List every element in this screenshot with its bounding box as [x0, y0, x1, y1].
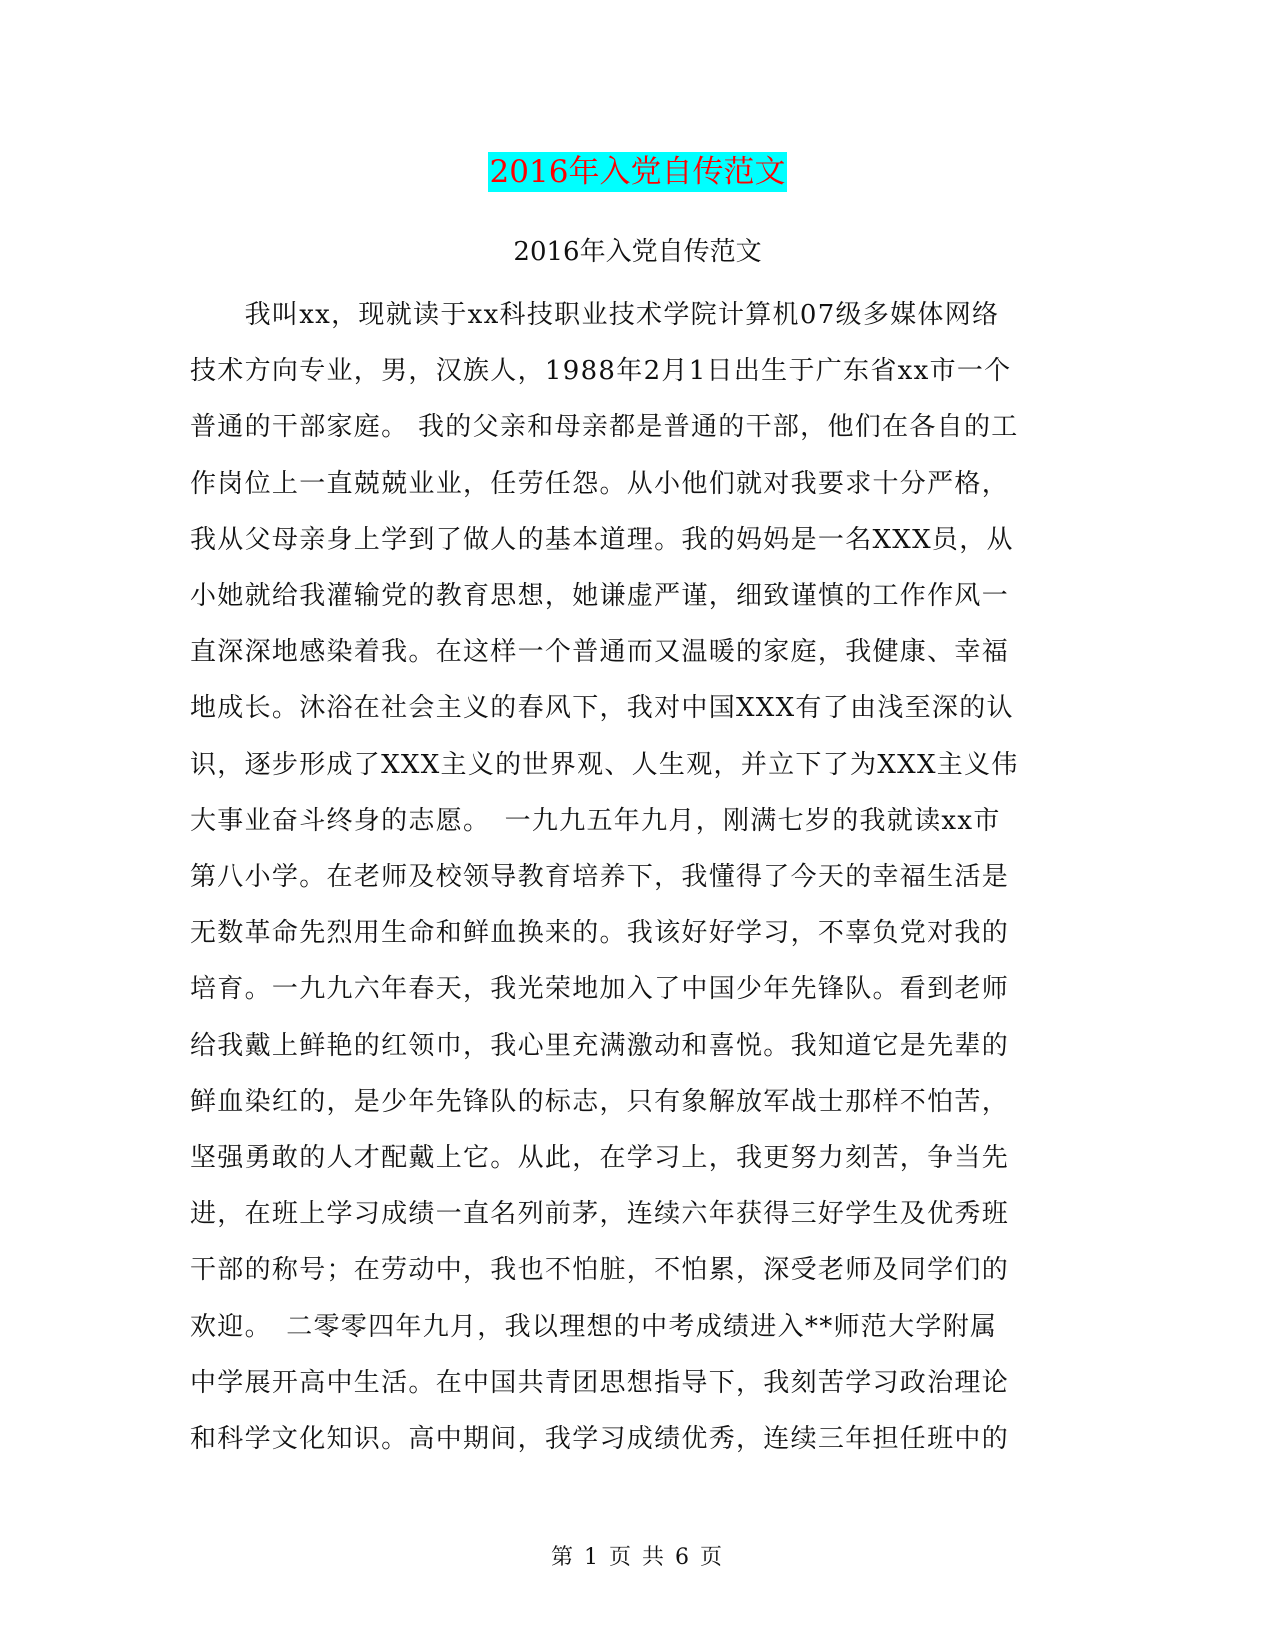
body-line: 作岗位上一直兢兢业业，任劳任怨。从小他们就对我要求十分严格， — [190, 468, 1010, 499]
body-line: 我从父母亲身上学到了做人的基本道理。我的妈妈是一名XXX员，从 — [190, 524, 1014, 555]
page-number-footer: 第 1 页 共 6 页 — [551, 1545, 724, 1570]
body-line: 进，在班上学习成绩一直名列前茅，连续六年获得三好学生及优秀班 — [190, 1199, 1010, 1230]
body-line: 培育。一九九六年春天，我光荣地加入了中国少年先锋队。看到老师 — [190, 974, 1010, 1005]
body-line: 小她就给我灌输党的教育思想，她谦虚严谨，细致谨慎的工作作风一 — [190, 581, 1010, 612]
body-line: 无数革命先烈用生命和鲜血换来的。我该好好学习，不辜负党对我的 — [190, 918, 1010, 949]
body-line: 坚强勇敢的人才配戴上它。从此，在学习上，我更努力刻苦，争当先 — [190, 1143, 1010, 1174]
body-line: 我叫xx，现就读于xx科技职业技术学院计算机07级多媒体网络 — [190, 300, 1000, 330]
document-title-text: 2016年入党自传范文 — [489, 154, 786, 190]
body-line: 识，逐步形成了XXX主义的世界观、人生观，并立下了为XXX主义伟 — [190, 749, 1019, 780]
body-line: 中学展开高中生活。在中国共青团思想指导下，我刻苦学习政治理论 — [190, 1367, 1010, 1398]
document-title — [0, 150, 1275, 194]
body-line: 干部的称号；在劳动中，我也不怕脏，不怕累，深受老师及同学们的 — [190, 1255, 1010, 1286]
body-line: 技术方向专业，男，汉族人，1988年2月1日出生于广东省xx市一个 — [190, 356, 1012, 387]
body-line: 普通的干部家庭。 我的父亲和母亲都是普通的干部，他们在各自的工 — [190, 412, 1019, 443]
document-subtitle: 2016年入党自传范文 — [513, 237, 762, 267]
body-line: 欢迎。 二零零四年九月，我以理想的中考成绩进入**师范大学附属 — [190, 1311, 998, 1342]
body-line: 和科学文化知识。高中期间，我学习成绩优秀，连续三年担任班中的 — [190, 1424, 1010, 1455]
body-line: 直深深地感染着我。在这样一个普通而又温暖的家庭，我健康、幸福 — [190, 637, 1010, 668]
body-line: 第八小学。在老师及校领导教育培养下，我懂得了今天的幸福生活是 — [190, 862, 1010, 893]
document-body — [190, 287, 1070, 1467]
body-line: 大事业奋斗终身的志愿。 一九九五年九月，刚满七岁的我就读xx市 — [190, 805, 1001, 836]
body-line: 鲜血染红的，是少年先锋队的标志，只有象解放军战士那样不怕苦， — [190, 1086, 1010, 1117]
body-line: 给我戴上鲜艳的红领巾，我心里充满激动和喜悦。我知道它是先辈的 — [190, 1030, 1010, 1061]
body-line: 地成长。沐浴在社会主义的春风下，我对中国XXX有了由浅至深的认 — [190, 693, 1014, 724]
